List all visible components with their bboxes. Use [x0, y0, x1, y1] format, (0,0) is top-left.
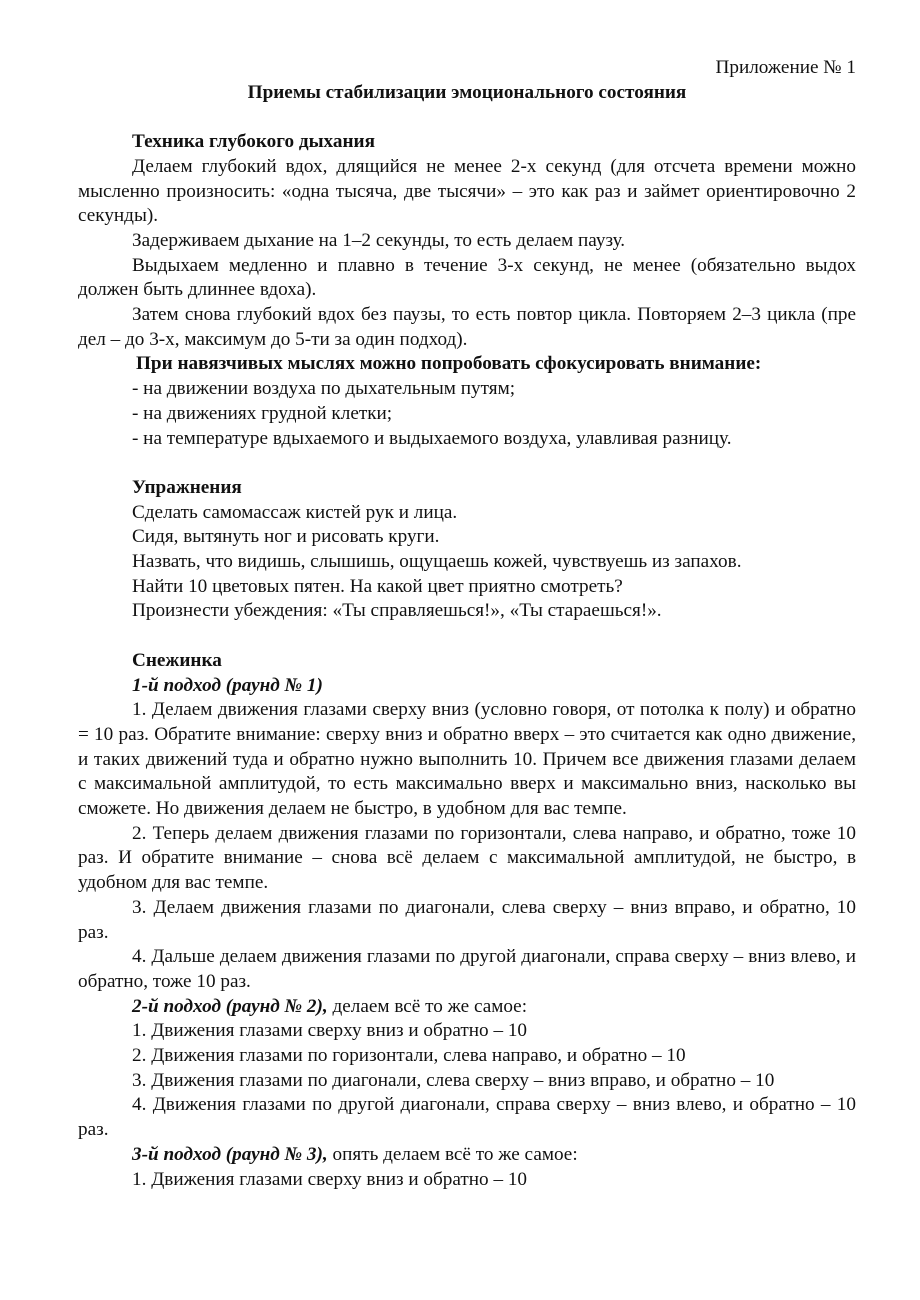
- exercise-item: Назвать, что видишь, слышишь, ощущаешь кожей, чувствуешь из запахов.: [132, 551, 742, 573]
- round-2-title: 2-й подход (раунд № 2),: [132, 995, 328, 1017]
- round-3-title: 3-й подход (раунд № 3),: [132, 1143, 328, 1165]
- spacer: [78, 624, 856, 649]
- round-2-item: 4. Движения глазами по другой диагонали, справа сверху – вниз влево, и обратно – 10 раз.: [78, 1094, 856, 1141]
- exercise-item: Найти 10 цветовых пятен. На какой цвет приятно смотреть?: [132, 575, 623, 597]
- round-2-item: 2. Движения глазами по горизонтали, слева направо, и обратно – 10: [132, 1045, 686, 1067]
- round-3-rest: опять делаем всё то же самое:: [327, 1143, 578, 1165]
- round-2-rest: делаем всё то же самое:: [327, 995, 528, 1017]
- breathing-paragraph: Задерживаем дыхание на 1–2 секунды, то есть делаем паузу.: [132, 229, 626, 251]
- round-2-item: 3. Движения глазами по диагонали, слева сверху – вниз вправо, и обратно – 10: [132, 1069, 775, 1091]
- round-3-intro: [78, 1143, 856, 1168]
- exercises-heading: Упражнения: [132, 476, 242, 498]
- focus-item: - на движении воздуха по дыхательным путям;: [132, 378, 516, 400]
- exercise-item: Произнести убеждения: «Ты справляешься!», «Ты стараешься!».: [132, 600, 662, 622]
- round-1-paragraph: 2. Теперь делаем движения глазами по горизонтали, слева направо, и обратно, тоже 10 раз. И обратите внимание – снова всё делаем с максимальной амплитудой, не быстро, в удобном для вас темпе.: [78, 822, 856, 894]
- round-2-item: 1. Движения глазами сверху вниз и обратно – 10: [132, 1020, 528, 1042]
- appendix-label: Приложение № 1: [715, 57, 856, 78]
- exercise-item: Сидя, вытянуть ног и рисовать круги.: [132, 526, 440, 548]
- focus-item: - на движениях грудной клетки;: [132, 402, 393, 424]
- round-2-intro: [78, 995, 856, 1020]
- round-1-paragraph: 4. Дальше делаем движения глазами по другой диагонали, справа сверху – вниз влево, и обратно, тоже 10 раз.: [78, 946, 856, 992]
- round-1-paragraph: 1. Делаем движения глазами сверху вниз (условно говоря, от потолка к полу) и обратно = 10 раз. Обратите внимание: сверху вниз и обратно вверх – это считается как одно движение, и таких движений туда и обратно нужно выполнить 10. Причем все движения глазами делаем с максимальной амплитудой, то есть максимально вверх и максимально вниз, насколько вы сможете. Но движения делаем не быстро, в удобном для вас темпе.: [78, 699, 856, 820]
- breathing-paragraph: Затем снова глубокий вдох без паузы, то есть повтор цикла. Повторяем 2–3 цикла (пре дел – до 3-х, максимум до 5-ти за один подход).: [78, 304, 856, 350]
- spacer: [78, 451, 856, 476]
- document-title: Приемы стабилизации эмоционального состояния: [247, 81, 687, 103]
- focus-item: - на температуре вдыхаемого и выдыхаемого воздуха, улавливая разницу.: [132, 427, 732, 449]
- breathing-paragraph: Делаем глубокий вдох, длящийся не менее 2-х секунд (для отсчета времени можно мысленно произносить: «одна тысяча, две тысячи» – это как раз и займет ориентировочно 2 секунды).: [78, 155, 856, 227]
- round-1-title: 1-й подход (раунд № 1): [132, 674, 323, 696]
- breathing-paragraph: Выдыхаем медленно и плавно в течение 3-х секунд, не менее (обязательно выдох должен быть длиннее вдоха).: [78, 254, 856, 301]
- exercise-item: Сделать самомассаж кистей рук и лица.: [132, 501, 458, 523]
- snowflake-heading: Снежинка: [132, 649, 222, 671]
- spacer: [78, 105, 856, 130]
- focus-heading: При навязчивых мыслях можно попробовать сфокусировать внимание:: [136, 353, 762, 375]
- round-3-item: 1. Движения глазами сверху вниз и обратно – 10: [132, 1168, 528, 1190]
- breathing-heading: Техника глубокого дыхания: [132, 131, 375, 153]
- round-1-paragraph: 3. Делаем движения глазами по диагонали, слева сверху – вниз вправо, и обратно, 10 раз.: [78, 896, 856, 943]
